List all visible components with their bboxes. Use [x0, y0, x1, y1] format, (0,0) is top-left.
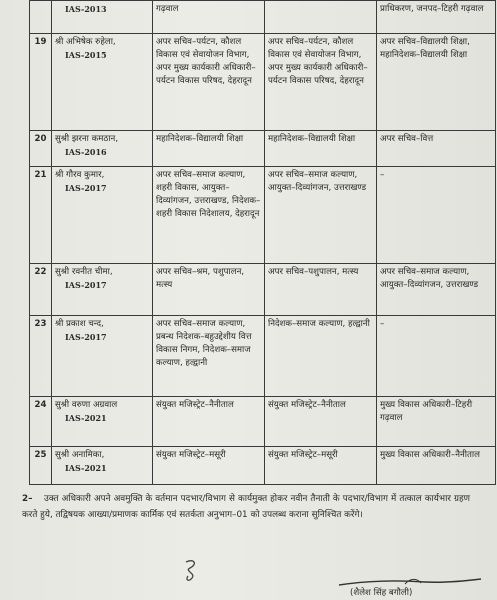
officer-cell	[52, 1, 153, 34]
current-post: महानिदेशक–विद्यालयी शिक्षा	[153, 131, 265, 167]
row-number: 22	[30, 264, 52, 316]
current-post: संयुक्त मजिस्ट्रेट–मसूरी	[153, 447, 265, 485]
table-row	[30, 447, 496, 485]
paragraph-number: 2–	[22, 494, 33, 504]
relieved-post	[265, 1, 377, 34]
relieved-post: निदेशक–समाज कल्याण, हल्द्वानी	[265, 316, 377, 397]
relieved-post: संयुक्त मजिस्ट्रेट–नैनीताल	[265, 397, 377, 447]
relieved-post: अपर सचिव–पर्यटन, कौशल विकास एवं सेवायोजन विभाग, अपर मुख्य कार्यकारी अधिकारी–पर्यटन विकास परिषद, देहरादून	[265, 34, 377, 131]
officer-batch: IAS-2021	[65, 463, 107, 473]
row-number: 20	[30, 131, 52, 167]
officer-cell	[52, 397, 153, 447]
officer-cell	[52, 316, 153, 397]
signatory-name: (शैलेश सिंह बगौली)	[350, 588, 413, 598]
table-row	[30, 316, 496, 397]
officer-cell	[52, 34, 153, 131]
relieved-post: अपर सचिव–पशुपालन, मत्स्य	[265, 264, 377, 316]
row-number: 21	[30, 167, 52, 264]
current-post: अपर सचिव–पर्यटन, कौशल विकास एवं सेवायोजन विभाग, अपर मुख्य कार्यकारी अधिकारी–पर्यटन विकास परिषद, देहरादून	[153, 34, 265, 131]
new-post: मुख्य विकास अधिकारी–टिहरी गढ़वाल	[377, 397, 496, 447]
current-post: संयुक्त मजिस्ट्रेट–नैनीताल	[153, 397, 265, 447]
current-post: गढ़वाल	[153, 1, 265, 34]
officer-batch: IAS-2016	[65, 147, 107, 157]
new-post: –	[377, 316, 496, 397]
posting-table	[29, 0, 496, 485]
row-number: 24	[30, 397, 52, 447]
officer-batch: IAS-2015	[65, 50, 107, 60]
relieved-post: संयुक्त मजिस्ट्रेट–मसूरी	[265, 447, 377, 485]
new-post: प्राधिकरण, जनपद–टिहरी गढ़वाल	[377, 1, 496, 34]
officer-batch: IAS-2013	[65, 4, 107, 14]
officer-batch: IAS-2017	[65, 183, 107, 193]
table-row	[30, 167, 496, 264]
row-number: 19	[30, 34, 52, 131]
current-post: अपर सचिव–समाज कल्याण, प्रबन्ध निदेशक–बहुउद्देशीय वित्त विकास निगम, निदेशक–समाज कल्याण, हल्द्वानी	[153, 316, 265, 397]
current-post: अपर सचिव–श्रम, पशुपालन, मत्स्य	[153, 264, 265, 316]
officer-name: सुश्री वरुणा अग्रवाल	[55, 400, 118, 410]
new-post: अपर सचिव–वित्त	[377, 131, 496, 167]
officer-cell	[52, 167, 153, 264]
officer-batch: IAS-2021	[65, 413, 107, 423]
new-post: अपर सचिव–समाज कल्याण, आयुक्त–दिव्यांगजन, उत्तराखण्ड	[377, 264, 496, 316]
officer-name: श्री प्रकाश चन्द,	[55, 319, 104, 329]
paragraph-text: उक्त अधिकारी अपने अवमुक्ति के वर्तमान पदभार/विभाग से कार्यमुक्त होकर नवीन तैनाती के पदभार/विभाग में तत्काल कार्यभार ग्रहण करते हुये, तद्विषयक आख्या/प्रमाणक कार्मिक एवं सतर्कता अनुभाग–01 को उपलब्ध कराना सुनिश्चित करेंगे।	[22, 494, 470, 520]
officer-name: श्री गौरव कुमार,	[55, 170, 105, 180]
table-row	[30, 34, 496, 131]
row-number: 23	[30, 316, 52, 397]
officer-name: श्री अभिषेक रुहेला,	[55, 37, 116, 47]
officer-name: सुश्री अनामिका,	[55, 450, 105, 460]
officer-cell	[52, 447, 153, 485]
current-post: अपर सचिव–समाज कल्याण, शहरी विकास, आयुक्त–दिव्यांगजन, उत्तराखण्ड, निदेशक–शहरी विकास निदेशालय, देहरादून	[153, 167, 265, 264]
instruction-paragraph	[22, 491, 470, 523]
officer-name: सुश्री झरना कमठान,	[55, 134, 119, 144]
table-row	[30, 397, 496, 447]
initial-mark	[180, 556, 206, 586]
officer-name: सुश्री रवनीत चीमा,	[55, 267, 113, 277]
table-row	[30, 1, 496, 34]
officer-batch: IAS-2017	[65, 332, 107, 342]
table-row	[30, 131, 496, 167]
officer-cell	[52, 131, 153, 167]
new-post: मुख्य विकास अधिकारी–नैनीताल	[377, 447, 496, 485]
officer-cell	[52, 264, 153, 316]
relieved-post: अपर सचिव–समाज कल्याण, आयुक्त–दिव्यांगजन, उत्तराखण्ड	[265, 167, 377, 264]
relieved-post: महानिदेशक–विद्यालयी शिक्षा	[265, 131, 377, 167]
row-number	[30, 1, 52, 34]
officer-batch: IAS-2017	[65, 280, 107, 290]
table-row	[30, 264, 496, 316]
row-number: 25	[30, 447, 52, 485]
new-post: अपर सचिव–विद्यालयी शिक्षा, महानिदेशक–विद्यालयी शिक्षा	[377, 34, 496, 131]
new-post: –	[377, 167, 496, 264]
